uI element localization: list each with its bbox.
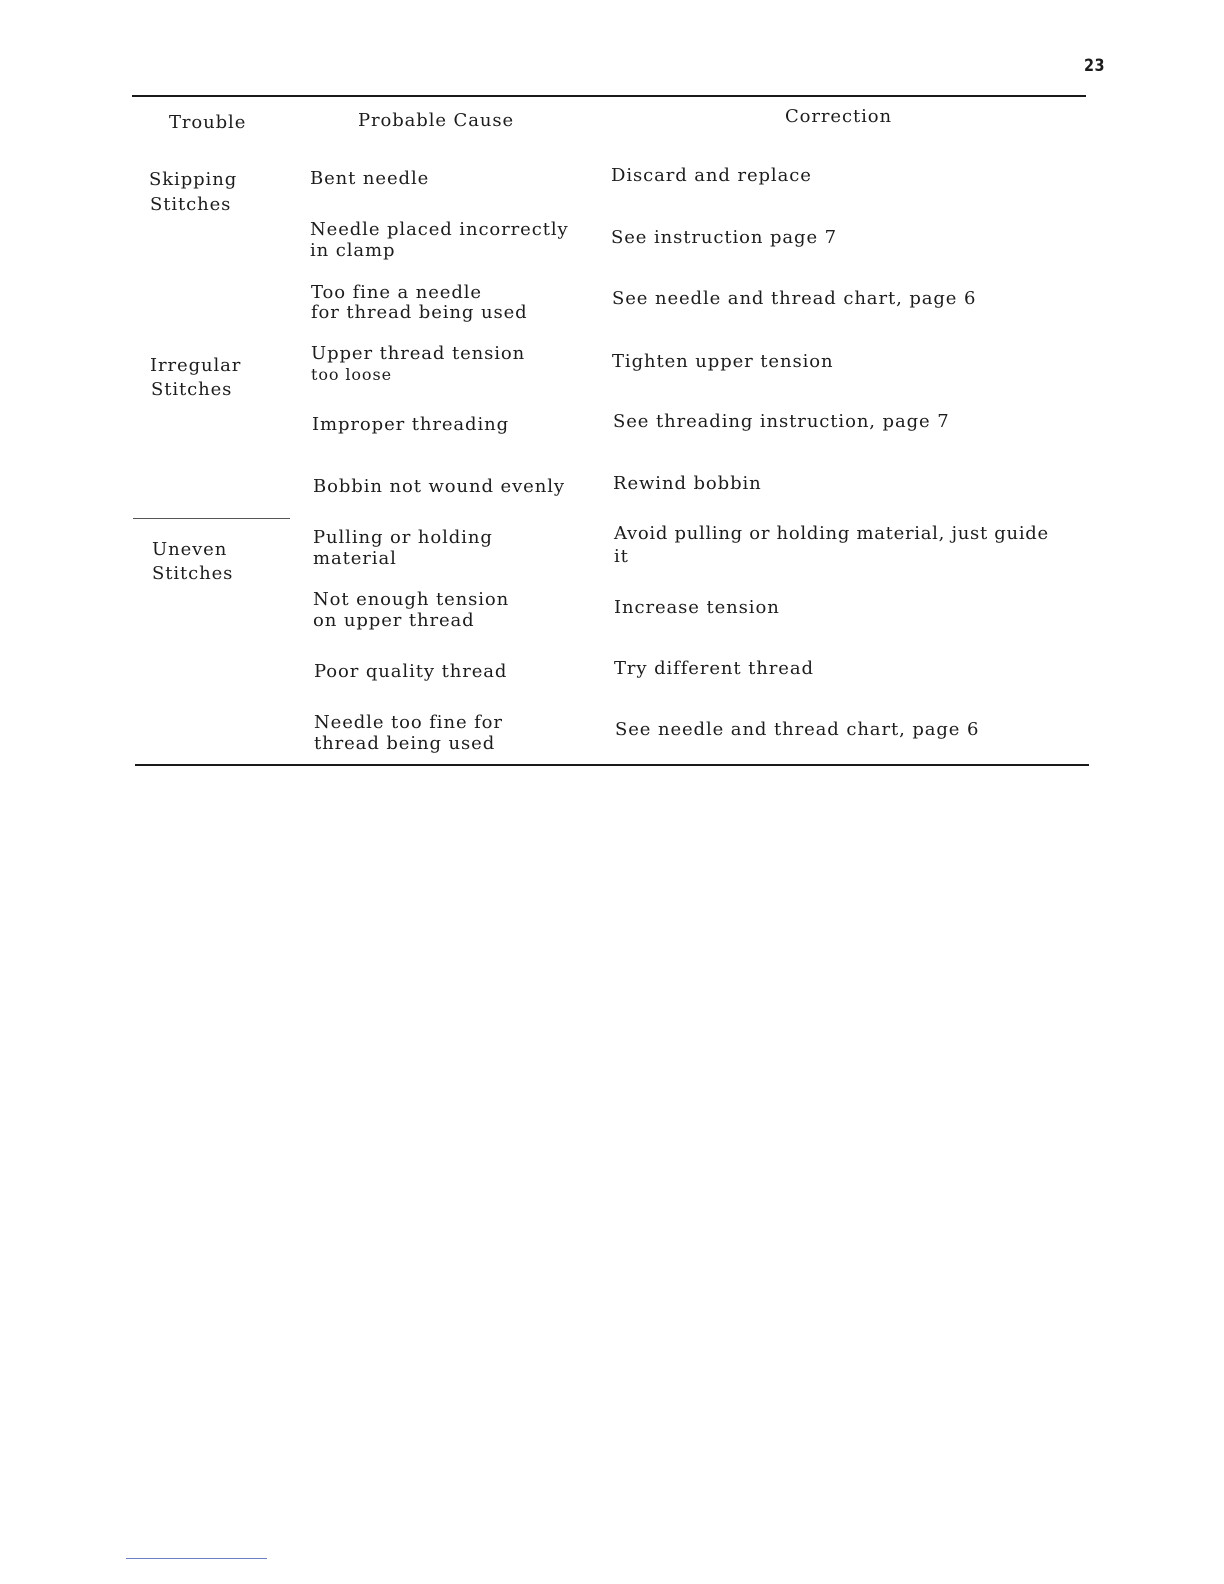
trouble-line: Stitches <box>150 194 232 215</box>
cause-line: Needle too fine for <box>314 712 503 733</box>
cause-line: Bent needle <box>310 168 430 189</box>
cause-line: in clamp <box>310 240 396 261</box>
cause-line: Bobbin not wound evenly <box>313 476 565 497</box>
correction-line: it <box>614 546 629 567</box>
header-trouble: Trouble <box>169 112 247 133</box>
cause-line: material <box>313 548 397 569</box>
table-top-rule <box>132 95 1086 97</box>
trouble-line: Uneven <box>152 539 228 560</box>
cause-line: too loose <box>311 365 392 384</box>
correction-line: Try different thread <box>614 658 814 679</box>
cause-line: Needle placed incorrectly <box>310 219 569 240</box>
footer-link-underline <box>126 1558 267 1559</box>
correction-line: See threading instruction, page 7 <box>613 411 950 432</box>
group-divider <box>133 518 290 519</box>
correction-line: Avoid pulling or holding material, just guide <box>614 523 1049 544</box>
cause-line: Not enough tension <box>313 589 510 610</box>
correction-line: See needle and thread chart, page 6 <box>615 719 980 740</box>
cause-line: Pulling or holding <box>313 527 493 548</box>
cause-line: for thread being used <box>311 302 528 323</box>
correction-line: See instruction page 7 <box>611 227 838 248</box>
correction-line: Tighten upper tension <box>612 351 834 372</box>
correction-line: Rewind bobbin <box>613 473 762 494</box>
trouble-line: Stitches <box>151 379 233 400</box>
trouble-line: Irregular <box>150 355 242 376</box>
cause-line: on upper thread <box>313 610 475 631</box>
table-bottom-rule <box>135 764 1089 766</box>
cause-line: Upper thread tension <box>311 343 526 364</box>
trouble-line: Skipping <box>149 169 238 190</box>
cause-line: thread being used <box>314 733 496 754</box>
cause-line: Improper threading <box>312 414 510 435</box>
correction-line: See needle and thread chart, page 6 <box>612 288 977 309</box>
correction-line: Discard and replace <box>611 165 812 186</box>
header-probable-cause: Probable Cause <box>358 110 515 131</box>
trouble-line: Stitches <box>152 563 234 584</box>
cause-line: Poor quality thread <box>314 661 508 682</box>
cause-line: Too fine a needle <box>311 282 482 303</box>
page-number: 23 <box>1084 56 1105 76</box>
correction-line: Increase tension <box>614 597 780 618</box>
header-correction: Correction <box>785 106 892 127</box>
